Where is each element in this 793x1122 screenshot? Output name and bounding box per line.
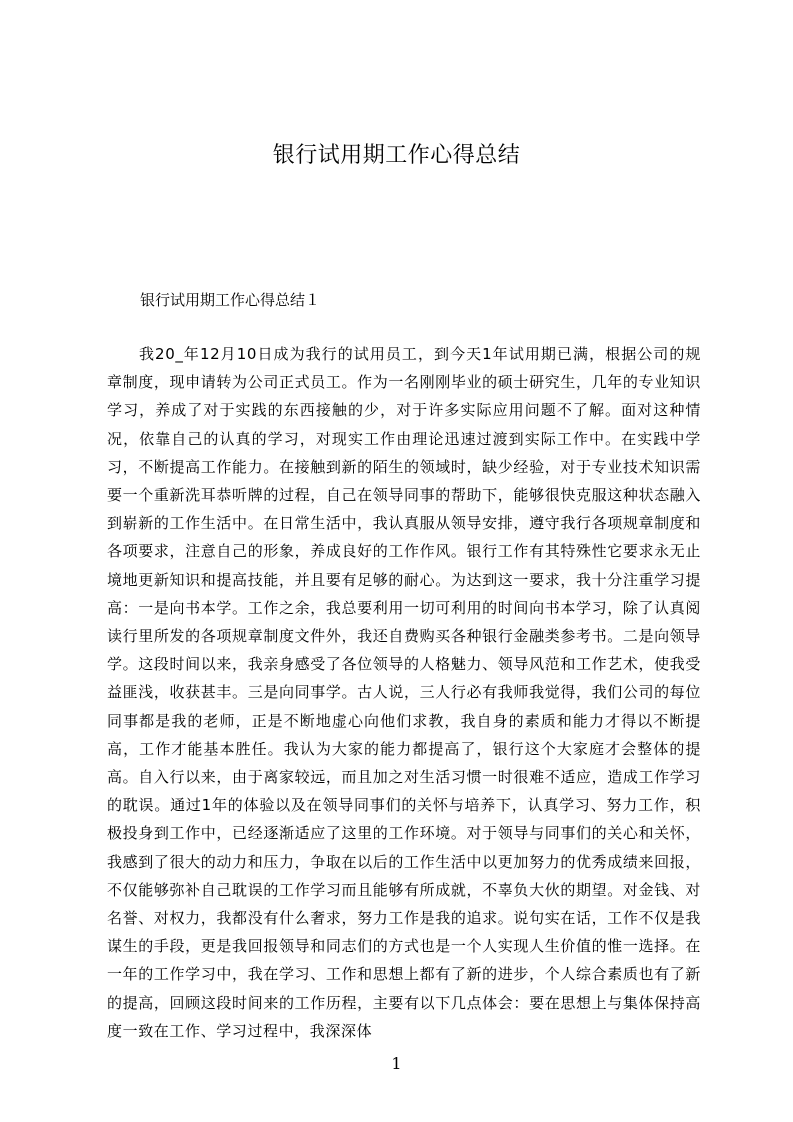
body-paragraph: 我20_年12月10日成为我行的试用员工，到今天1年试用期已满，根据公司的规章制度，现申请转为公司正式员工。作为一名刚刚毕业的硕士研究生，几年的专业知识学习，养成了对于实践的东西接触的少，对于许多实际应用问题不了解。面对这种情况，依靠自己的认真的学习，对现实工作由理论迅速过渡到实际工作中。在实践中学习，不断提高工作能力。在接触到新的陌生的领域时，缺少经验，对于专业技术知识需要一个重新洗耳恭听牌的过程，自己在领导同事的帮助下，能够很快克服这种状态融入到崭新的工作生活中。在日常生活中，我认真服从领导安排，遵守我行各项规章制度和各项要求，注意自己的形象，养成良好的工作作风。银行工作有其特殊性它要求永无止境地更新知识和提高技能，并且要有足够的耐心。为达到这一要求，我十分注重学习提高：一是向书本学。工作之余，我总要利用一切可利用的时间向书本学习，除了认真阅读行里所发的各项规章制度文件外，我还自费购买各种银行金融类参考书。二是向领导学。这段时间以来，我亲身感受了各位领导的人格魅力、领导风范和工作艺术，使我受益匪浅，收获甚丰。三是向同事学。古人说，三人行必有我师我觉得，我们公司的每位同事都是我的老师，正是不断地虚心向他们求教，我自身的素质和能力才得以不断提高，工作才能基本胜任。我认为大家的能力都提高了，银行这个大家庭才会整体的提高。自入行以来，由于离家较远，而且加之对生活习惯一时很难不适应，造成工作学习的耽误。通过1年的体验以及在领导同事们的关怀与培养下，认真学习、努力工作，积极投身到工作中，已经逐渐适应了这里的工作环境。对于领导与同事们的关心和关怀，我感到了很大的动力和压力，争取在以后的工作生活中以更加努力的优秀成绩来回报，不仅能够弥补自己耽误的工作学习而且能够有所成就，不辜负大伙的期望。对金钱、对名誉、对权力，我都没有什么奢求，努力工作是我的追求。说句实在话，工作不仅是我谋生的手段，更是我回报领导和同志们的方式也是一个人实现人生价值的惟一选择。在一年的工作学习中，我在学习、工作和思想上都有了新的进步，个人综合素质也有了新的提高，回顾这段时间来的工作历程，主要有以下几点体会：要在思想上与集体保持高度一致在工作、学习过程中，我深深体	[107, 345, 701, 1040]
section-heading: 银行试用期工作心得总结１	[140, 291, 321, 309]
page-number: 1	[391, 1054, 402, 1073]
document-title: 银行试用期工作心得总结	[272, 143, 521, 168]
